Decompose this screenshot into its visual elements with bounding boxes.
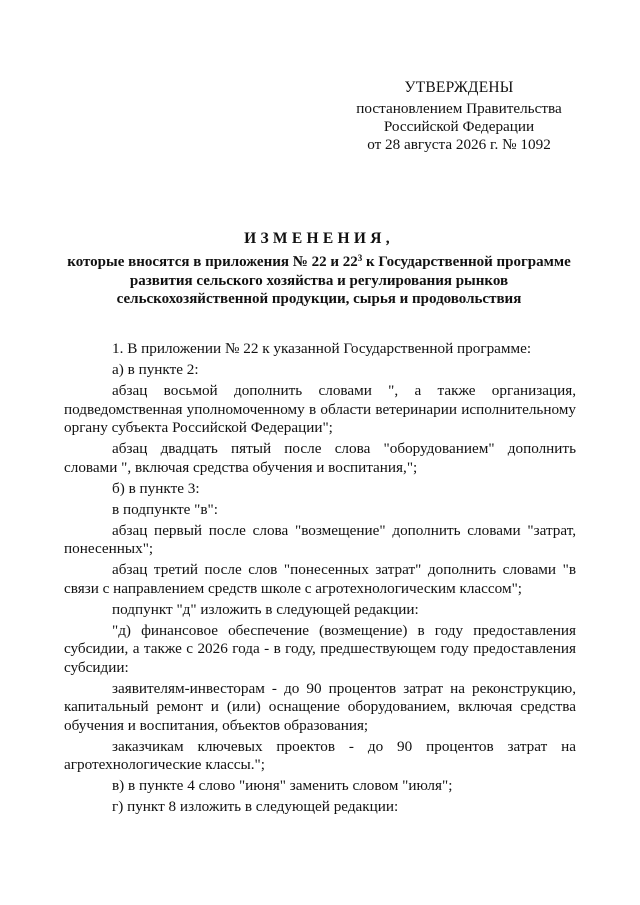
paragraph-subpoint-d-intro: подпункт "д" изложить в следующей редакции: xyxy=(112,600,419,618)
paragraph-subitem-a: а) в пункте 2: xyxy=(112,361,199,378)
approval-country: Российской Федерации xyxy=(383,118,535,135)
approval-issuer: постановлением Правительства xyxy=(356,100,562,117)
paragraph-abzac-3: абзац третий после слов "понесенных затрат" дополнить словами "в связи с направлением средств школе с агротехнологическим классом"; xyxy=(64,561,576,597)
paragraph-abzac-8: абзац восьмой дополнить словами ", а также организация, подведомственная уполномоченному в области ветеринарии исполнительному органу субъекта Российской Федерации"; xyxy=(64,382,576,436)
paragraph-subitem-g: г) пункт 8 изложить в следующей редакции: xyxy=(112,798,399,815)
approval-stamp: УТВЕРЖДЕНЫ xyxy=(404,79,514,96)
document-subtitle xyxy=(64,253,574,309)
paragraph-item-1: 1. В приложении № 22 к указанной Государственной программе: xyxy=(112,340,532,357)
document-body xyxy=(64,340,576,819)
approval-stamp-block xyxy=(340,79,578,154)
paragraph-abzac-1: абзац первый после слова "возмещение" дополнить словами "затрат, понесенных"; xyxy=(64,521,576,557)
paragraph-subpoint-d-text: "д) финансовое обеспечение (возмещение) в году предоставления субсидии, а также с 2026 года - в году, предшествующем году предоставления субсидии: xyxy=(64,621,576,676)
paragraph-subitem-v: в) в пункте 4 слово "июня" заменить словом "июля"; xyxy=(112,777,453,794)
document-heading xyxy=(64,230,574,309)
approval-date-number: от 28 августа 2026 г. № 1092 xyxy=(367,136,551,153)
paragraph-subpoint-v: в подпункте "в": xyxy=(112,500,218,518)
subtitle-superscript: 3 xyxy=(357,253,363,263)
paragraph-customers: заказчикам ключевых проектов - до 90 процентов затрат на агротехнологические классы."; xyxy=(64,737,576,773)
document-title: ИЗМЕНЕНИЯ, xyxy=(244,230,394,247)
paragraph-investors: заявителям-инвесторам - до 90 процентов затрат на реконструкцию, капитальный ремонт и (или) оснащение оборудованием, включая средства обучения и воспитания, объектов образования; xyxy=(64,679,576,734)
paragraph-abzac-25: абзац двадцать пятый после слова "оборудованием" дополнить словами ", включая средства обучения и воспитания,"; xyxy=(64,440,576,476)
subtitle-part-2: к Государственной программе развития сельского хозяйства и регулирования рынков сельскохозяйственной продукции, сырья и продовольствия xyxy=(116,254,571,307)
subtitle-part-1: которые вносятся в приложения № 22 и 22 xyxy=(67,254,358,270)
paragraph-subitem-b: б) в пункте 3: xyxy=(112,479,200,497)
